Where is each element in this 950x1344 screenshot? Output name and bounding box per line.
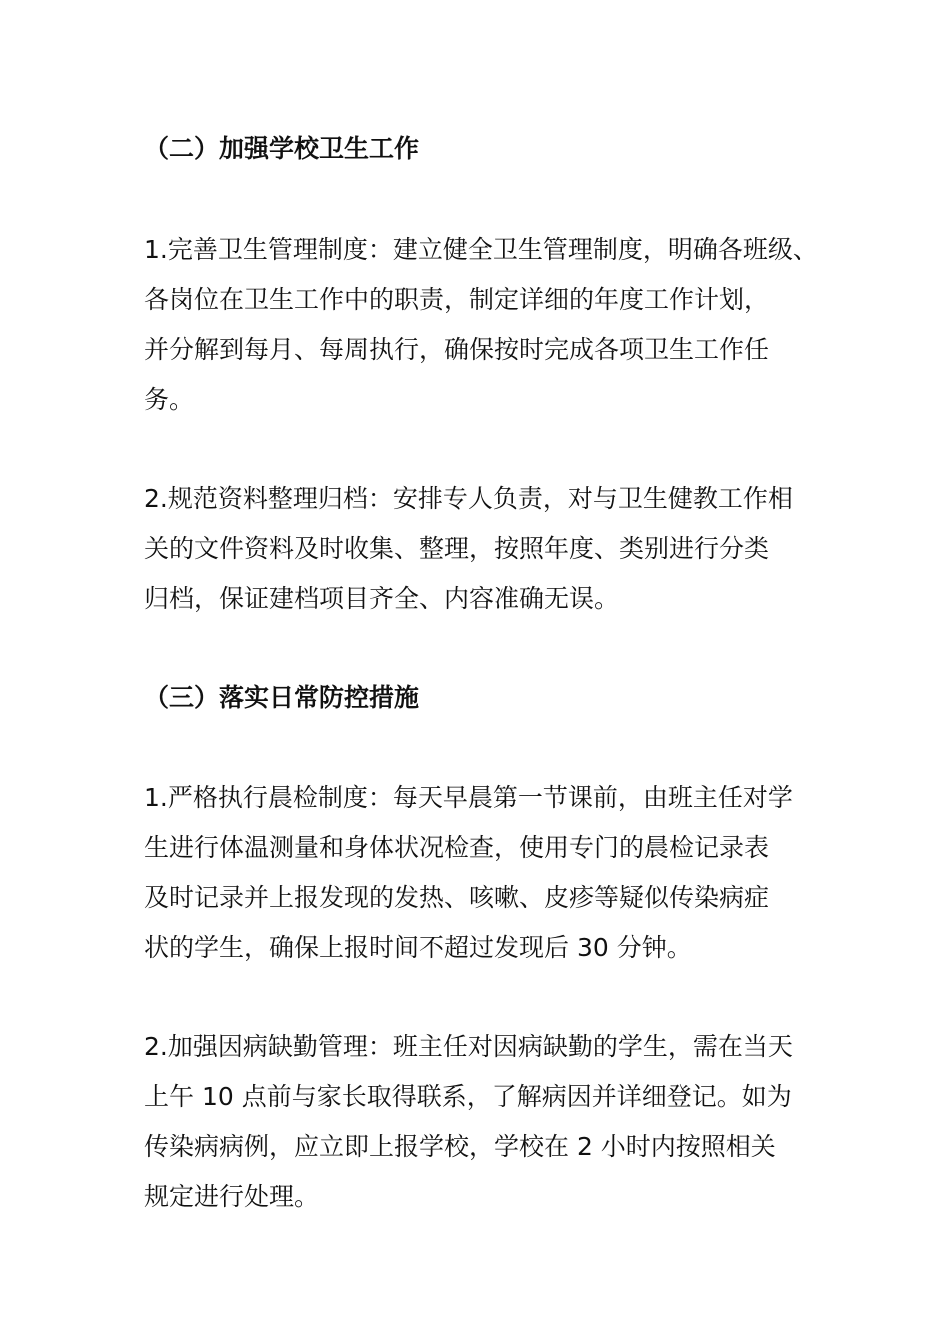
- paragraph-line: 归档，保证建档项目齐全、内容准确无误。: [144, 584, 620, 613]
- paragraph-line: 传染病病例，应立即上报学校，学校在 2 小时内按照相关: [144, 1132, 776, 1161]
- paragraph-1-2: [144, 474, 824, 624]
- paragraph-2-2: [144, 1022, 824, 1222]
- paragraph-line: 及时记录并上报发现的发热、咳嗽、皮疹等疑似传染病症: [144, 883, 770, 912]
- section-heading-3: （三）落实日常防控措施: [144, 683, 420, 712]
- paragraph-line: 上午 10 点前与家长取得联系，了解病因并详细登记。如为: [144, 1082, 792, 1111]
- paragraph-line: 规定进行处理。: [144, 1182, 320, 1211]
- paragraph-1-1: [144, 225, 824, 425]
- paragraph-line: 关的文件资料及时收集、整理，按照年度、类别进行分类: [144, 534, 770, 563]
- paragraph-line: 各岗位在卫生工作中的职责，制定详细的年度工作计划，: [144, 285, 770, 314]
- paragraph-line: 2.规范资料整理归档：安排专人负责，对与卫生健教工作相: [144, 484, 793, 513]
- section-heading-2: （二）加强学校卫生工作: [144, 134, 420, 163]
- paragraph-line: 2.加强因病缺勤管理：班主任对因病缺勤的学生，需在当天: [144, 1032, 793, 1061]
- paragraph-line: 状的学生，确保上报时间不超过发现后 30 分钟。: [144, 933, 692, 962]
- paragraph-line: 务。: [144, 385, 195, 414]
- paragraph-line: 1.完善卫生管理制度：建立健全卫生管理制度，明确各班级、: [144, 235, 818, 264]
- paragraph-2-1: [144, 773, 824, 973]
- paragraph-line: 并分解到每月、每周执行，确保按时完成各项卫生工作任: [144, 335, 770, 364]
- paragraph-line: 生进行体温测量和身体状况检查，使用专门的晨检记录表: [144, 833, 770, 862]
- paragraph-line: 1.严格执行晨检制度：每天早晨第一节课前，由班主任对学: [144, 783, 793, 812]
